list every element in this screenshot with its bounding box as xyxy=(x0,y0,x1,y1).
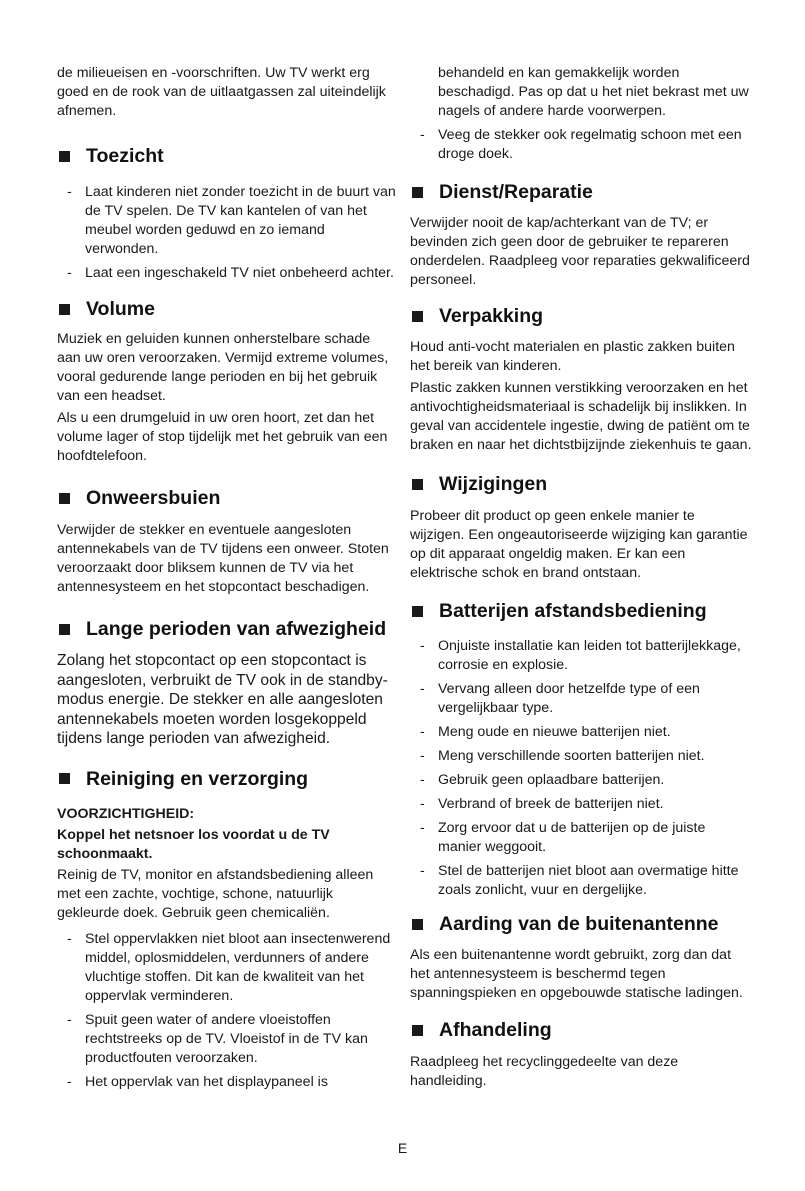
heading-toezicht: Toezicht xyxy=(57,144,397,168)
list-item: - Verbrand of breek de batterijen niet. xyxy=(410,795,752,814)
list-item: - Meng verschillende soorten batterijen niet. xyxy=(410,747,752,766)
heading-dienst: Dienst/Reparatie xyxy=(410,180,752,204)
paragraph: Houd anti-vocht materialen en plastic zakken buiten het bereik van kinderen. xyxy=(410,339,735,374)
list-item: - Onjuiste installatie kan leiden tot batterijlekkage, corrosie en explosie. xyxy=(410,637,752,675)
afwezigheid-text: Zolang het stopcontact op een stopcontact is aangesloten, verbruikt de TV ook in de standby-modus energie. De stekker en alle aangesloten antennekabels moeten worden losgekoppeld tijdens lange perioden van afwezigheid. xyxy=(57,652,388,747)
aarding-body xyxy=(410,946,752,1003)
reiniging-continued-list xyxy=(410,126,752,164)
list-item: - Laat kinderen niet zonder toezicht in de buurt van de TV spelen. De TV kan kantelen of van het meubel worden geduwd en zo iemand verwonden. xyxy=(57,183,397,259)
square-bullet-icon xyxy=(412,479,423,490)
caution-label: VOORZICHTIGHEID: xyxy=(57,805,195,822)
batterijen-list xyxy=(410,637,752,900)
heading-wijzigingen: Wijzigingen xyxy=(410,472,752,496)
heading-batterijen: Batterijen afstandsbediening xyxy=(410,599,752,623)
continued-text: behandeld en kan gemakkelijk worden beschadigd. Pas op dat u het niet bekrast met uw nagels of andere harde voorwerpen. xyxy=(438,65,749,119)
square-bullet-icon xyxy=(412,187,423,198)
heading-afwezigheid: Lange perioden van afwezigheid xyxy=(57,617,397,641)
list-item: - Het oppervlak van het displaypaneel is xyxy=(57,1073,397,1092)
right-column xyxy=(410,64,752,1091)
paragraph: Als u een drumgeluid in uw oren hoort, zet dan het volume lager of stop tijdelijk met het gebruik van een hoofdtelefoon. xyxy=(57,410,388,464)
heading-reiniging: Reiniging en verzorging xyxy=(57,767,397,791)
list-item: - Stel de batterijen niet bloot aan overmatige hitte zoals zonlicht, vuur en dergelijke. xyxy=(410,862,752,900)
list-item: - Vervang alleen door hetzelfde type of een vergelijkbaar type. xyxy=(410,680,752,718)
paragraph: Muziek en geluiden kunnen onherstelbare schade aan uw oren veroorzaken. Vermijd extreme volumes, vooral gedurende lange perioden en bij het gebruik van een headset. xyxy=(57,331,389,404)
caution-text: Koppel het netsnoer los voordat u de TV schoonmaakt. xyxy=(57,826,330,862)
paragraph: Verwijder nooit de kap/achterkant van de TV; er bevinden zich geen door de gebruiker te repareren onderdelen. Raadpleeg voor reparaties gekwalificeerd personeel. xyxy=(410,215,750,288)
list-item: - Veeg de stekker ook regelmatig schoon met een droge doek. xyxy=(410,126,752,164)
wijzigingen-body xyxy=(410,507,752,583)
volume-body xyxy=(57,330,397,466)
list-item: - Meng oude en nieuwe batterijen niet. xyxy=(410,723,752,742)
afhandeling-body xyxy=(410,1053,752,1091)
verpakking-body xyxy=(410,338,752,455)
square-bullet-icon xyxy=(59,493,70,504)
square-bullet-icon xyxy=(59,773,70,784)
heading-aarding: Aarding van de buitenantenne xyxy=(410,912,752,936)
paragraph: Plastic zakken kunnen verstikking veroorzaken en het antivochtigheidsmateriaal is schadelijk bij inslikken. In geval van accidentele ingestie, dwing de patiënt om te braken en naar het dichtstbijzijnde ziekenhuis te gaan. xyxy=(410,380,752,453)
square-bullet-icon xyxy=(59,624,70,635)
toezicht-list xyxy=(57,183,397,283)
left-column xyxy=(57,64,397,1097)
paragraph: Probeer dit product op geen enkele manier te wijzigen. Een ongeautoriseerde wijziging kan garantie op dit apparaat ongeldig maken. Er kan een elektrische schok en brand ontstaan. xyxy=(410,508,748,581)
afwezigheid-body xyxy=(57,651,397,749)
square-bullet-icon xyxy=(412,919,423,930)
intro-text: de milieueisen en -voorschriften. Uw TV werkt erg goed en de rook van de uitlaatgassen zal uiteindelijk afnemen. xyxy=(57,65,386,119)
square-bullet-icon xyxy=(412,606,423,617)
list-item: - Zorg ervoor dat u de batterijen op de juiste manier weggooit. xyxy=(410,819,752,857)
onweersbuien-text: Verwijder de stekker en eventuele aangesloten antennekabels van de TV tijdens een onweer. Stoten veroorzaakt door bliksem kunnen de TV via het antennesysteem en het stopcontact beschadigen. xyxy=(57,522,389,595)
page-footer-label: E xyxy=(397,1140,408,1156)
list-item: - Spuit geen water of andere vloeistoffen rechtstreeks op de TV. Vloeistof in de TV kan productfouten veroorzaken. xyxy=(57,1011,397,1068)
heading-verpakking: Verpakking xyxy=(410,304,752,328)
square-bullet-icon xyxy=(59,151,70,162)
square-bullet-icon xyxy=(412,311,423,322)
reiniging-text: Reinig de TV, monitor en afstandsbediening alleen met een zachte, vochtige, schone, natuurlijk gekleurde doek. Gebruik geen chemicaliën. xyxy=(57,866,374,921)
list-item: - Laat een ingeschakeld TV niet onbeheerd achter. xyxy=(57,264,397,283)
reiniging-continued xyxy=(410,64,752,121)
heading-volume: Volume xyxy=(57,297,397,321)
square-bullet-icon xyxy=(412,1025,423,1036)
paragraph: Als een buitenantenne wordt gebruikt, zorg dan dat het antennesysteem is beschermd tegen spanningspieken en opgebouwde statische ladingen. xyxy=(410,947,743,1001)
reiniging-list xyxy=(57,930,397,1092)
paragraph: Raadpleeg het recyclinggedeelte van deze handleiding. xyxy=(410,1054,679,1089)
dienst-body xyxy=(410,214,752,290)
square-bullet-icon xyxy=(59,304,70,315)
heading-onweersbuien: Onweersbuien xyxy=(57,486,397,510)
list-item: - Gebruik geen oplaadbare batterijen. xyxy=(410,771,752,790)
heading-afhandeling: Afhandeling xyxy=(410,1018,752,1042)
list-item: - Stel oppervlakken niet bloot aan insectenwerend middel, oplosmiddelen, verdunners of andere vluchtige stoffen. Dit kan de kwaliteit van het oppervlak verminderen. xyxy=(57,930,397,1006)
